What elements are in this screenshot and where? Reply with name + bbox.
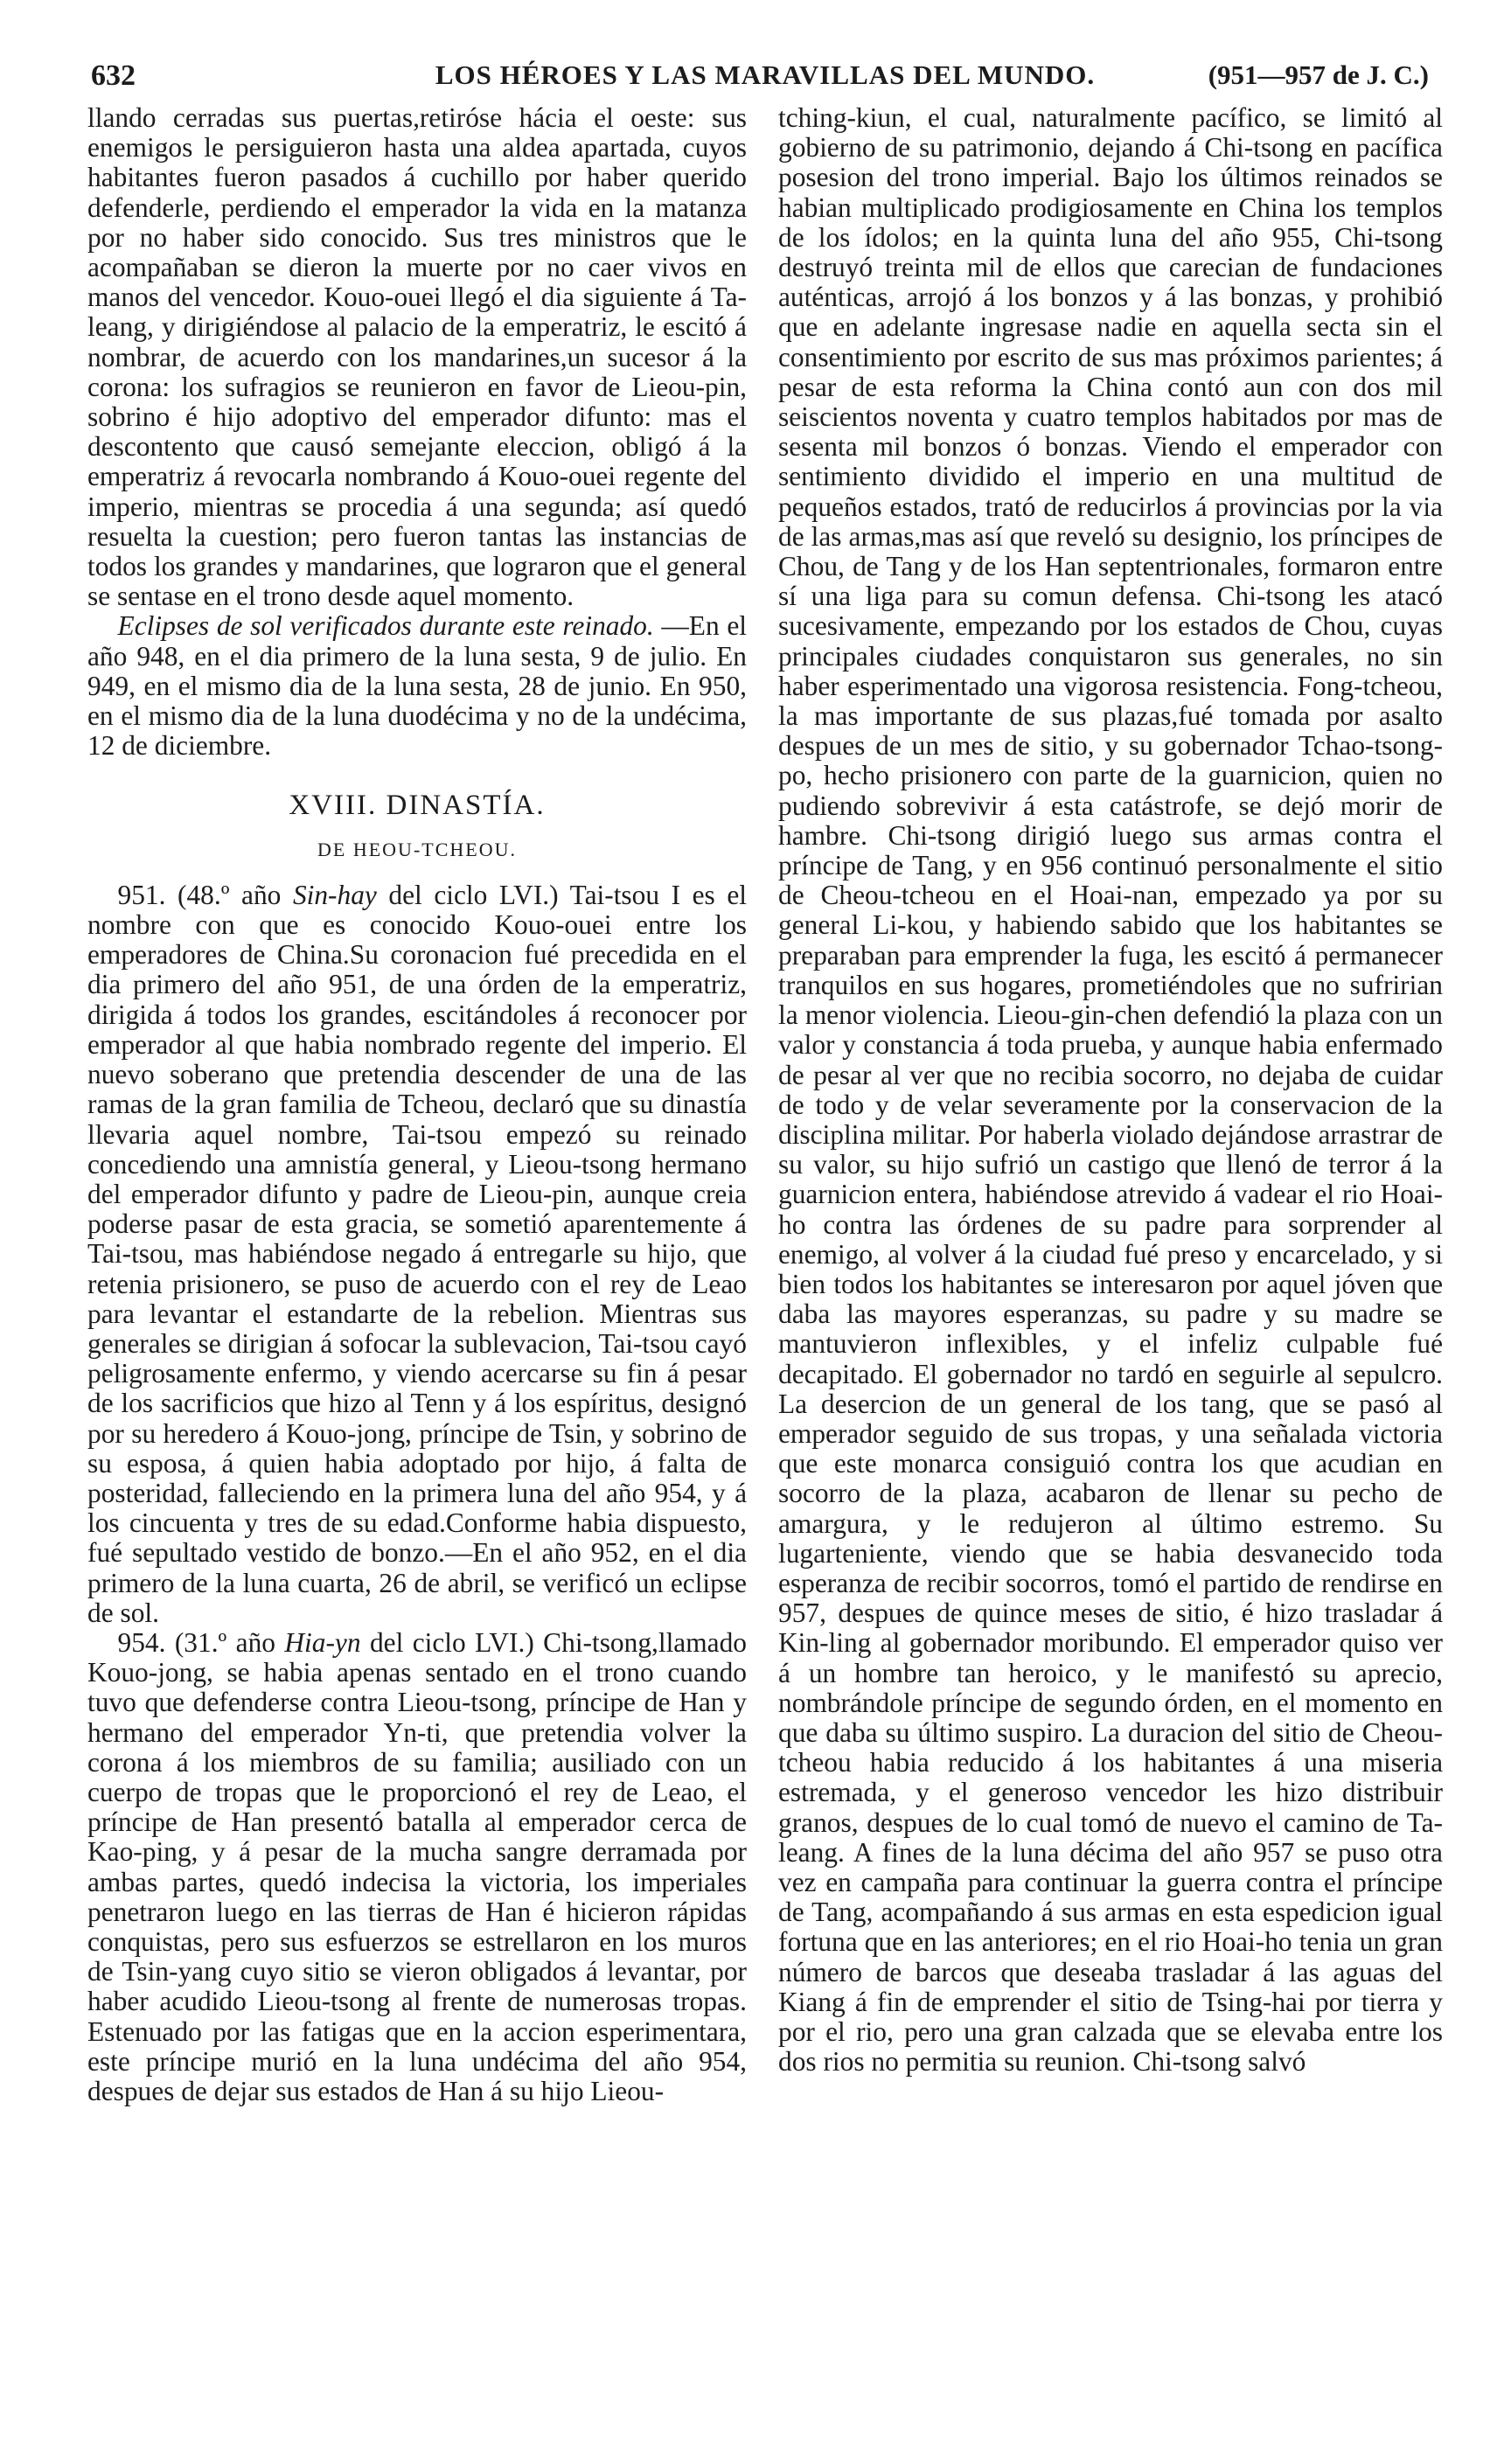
- left-column: [87, 103, 747, 2447]
- cycle-year-name: Hia-yn: [284, 1626, 361, 1658]
- entry-954-text: del ciclo LVI.) Chi-tsong,llamado Kouo-jong, se habia apenas sentado en el trono cuando tuvo que defenderse contra Lieou-tsong, príncipe de Han y hermano del emperador Yn-ti, que pretendia volver la corona á los miembros de su familia; ausiliado con un cuerpo de tropas que le proporcionó el rey de Leao, el príncipe de Han presentó batalla al emperador cerca de Kao-ping, y á pesar de la mucha sangre derramada por ambas partes, quedó indecisa la victoria, los imperiales penetraron luego en las tierras de Han é hicieron rápidas conquistas, pero sus esfuerzos se estrellaron en los muros de Tsin-yang cuyo sitio se vieron obligados á levantar, por haber acudido Lieou-tsong al frente de numerosas tropas. Estenuado por las fatigas que en la accion esperimentara, este príncipe murió en la luna undécima del año 954, despues de dejar sus estados de Han á su hijo Lieou-: [87, 1626, 747, 2106]
- running-header: [87, 59, 1443, 101]
- entry-951-lead: 951. (48.º año: [117, 879, 282, 910]
- paragraph: tching-kiun, el cual, naturalmente pacífico, se limitó al gobierno de su patrimonio, dejando á Chi-tsong en pacífica posesion del trono imperial. Bajo los últimos reinados se habian multiplicado prodigiosamente en China los templos de los ídolos; en la quinta luna del año 955, Chi-tsong destruyó treinta mil de ellos que carecian de fundaciones auténticas, arrojó á los bonzos y á las bonzas, y prohibió que en adelante ingresase nadie en aquella secta sin el consentimiento por escrito de sus mas próximos parientes; á pesar de esta reforma la China contó aun con dos mil seiscientos noventa y cuatro templos habitados por mas de sesenta mil bonzos ó bonzas. Viendo el emperador con sentimiento dividido el imperio en una multitud de pequeños estados, trató de reducirlos á provincias por la via de las armas,mas así que reveló su designio, los príncipes de Chou, de Tang y de los Han septentrionales, formaron entre sí una liga para su comun defensa. Chi-tsong les atacó sucesivamente, empezando por los estados de Chou, cuyas principales ciudades conquistaron sus generales, no sin haber esperimentado una vigorosa resistencia. Fong-tcheou, la mas importante de sus plazas,fué tomada por asalto despues de un mes de sitio, y su gobernador Tchao-tsong-po, hecho prisionero con parte de la guarnicion, quien no pudiendo sobrevivir á esta catástrofe, se dejó morir de hambre. Chi-tsong dirigió luego sus armas contra el príncipe de Tang, y en 956 continuó personalmente el sitio de Cheou-tcheou en el Hoai-nan, empezado ya por su general Li-kou, y habiendo sabido que los habitantes se preparaban para emprender la fuga, les escitó á permanecer tranquilos en sus hogares, prometiéndoles que no sufririan la menor violencia. Lieou-gin-chen defendió la plaza con un valor y constancia á toda prueba, y aunque habia enfermado de pesar al ver que no recibia socorro, no dejaba de cuidar de todo y de velar severamente por la conservacion de la disciplina militar. Por haberla violado dejándose arrastrar de su valor, su hijo sufrió un castigo que llenó de terror á la guarnicion entera, habiéndose atrevido á vadear el rio Hoai-ho contra las órdenes de su padre para sorprender al enemigo, al volver á la ciudad fué preso y encarcelado, y si bien todos los habitantes se interesaron por aquel jóven que daba las mayores esperanzas, su padre y su madre se mantuvieron inflexibles, y el infeliz culpable fué decapitado. El gobernador no tardó en seguirle al sepulcro. La desercion de un general de los tang, que se pasó al emperador seguido de sus tropas, y una señalada victoria que este monarca consiguió contra los que acudian en socorro de la plaza, acabaron de llenar su pecho de amargura, y le redujeron al último estremo. Su lugarteniente, viendo que se habia desvanecido toda esperanza de recibir socorros, tomó el partido de rendirse en 957, despues de quince meses de sitio, é hizo trasladar á Kin-ling al gobernador moribundo. El emperador quiso ver á un hombre tan heroico, y le manifestó su aprecio, nombrándole príncipe de segundo órden, en el momento en que daba su último suspiro. La duracion del sitio de Cheou-tcheou habia reducido á los habitantes á una miseria estremada, y el generoso vencedor les hizo distribuir granos, despues de lo cual tomó de nuevo el camino de Ta-leang. A fines de la luna décima del año 957 se puso otra vez en campaña para continuar la guerra contra el príncipe de Tang, acompañando á sus armas en esta espedicion igual fortuna que en las anteriores; en el rio Hoai-ho tenia un gran número de barcos que deseaba trasladar á las aguas del Kiang á fin de emprender el sitio de Tsing-hai por tierra y por el rio, pero una gran calzada que se elevaba entre los dos rios no permitia su reunion. Chi-tsong salvó: [778, 103, 1443, 2078]
- cycle-year-name: Sin-hay: [292, 879, 377, 910]
- date-range: (951—957 de J. C.): [1208, 59, 1429, 90]
- section-title: XVIII. DINASTÍA.: [289, 790, 546, 822]
- entry-954: [87, 1628, 747, 2106]
- section-subtitle: DE HEOU-TCHEOU.: [317, 838, 517, 860]
- page-number: 632: [91, 59, 136, 92]
- entry-951: [87, 880, 747, 1628]
- eclipse-text: —En el año 948, en el dia primero de la luna sesta, 9 de julio. En 949, en el mismo dia de la luna sesta, 28 de junio. En 950, en el mismo dia de la luna duodécima y no de la undécima, 12 de diciembre.: [87, 610, 747, 762]
- eclipse-heading: Eclipses de sol verificados durante este reinado.: [117, 610, 654, 642]
- paragraph: llando cerradas sus puertas,retiróse hácia el oeste: sus enemigos le persiguieron hasta una aldea apartada, cuyos habitantes fueron pasados á cuchillo por haber querido defenderle, perdiendo el emperador la vida en la matanza por no haber sido conocido. Sus tres ministros que le acompañaban se dieron la muerte por no caer vivos en manos del vencedor. Kouo-ouei llegó el dia siguiente á Ta-leang, y dirigiéndose al palacio de la emperatriz, le escitó á nombrar, de acuerdo con los mandarines,un sucesor á la corona: los sufragios se reunieron en favor de Lieou-pin, sobrino é hijo adoptivo del emperador difunto: mas el descontento que causó semejante eleccion, obligó á la emperatriz á revocarla nombrando á Kouo-ouei regente del imperio, mientras se procedia á una segunda; así quedó resuelta la cuestion; pero fueron tantas las instancias de todos los grandes y mandarines, que lograron que el general se sentase en el trono desde aquel momento.: [87, 103, 747, 612]
- entry-954-lead: 954. (31.º año: [117, 1626, 275, 1658]
- running-title: LOS HÉROES Y LAS MARAVILLAS DEL MUNDO.: [435, 59, 1096, 90]
- eclipse-paragraph: [87, 611, 747, 761]
- right-column: [778, 103, 1443, 2447]
- entry-951-text: del ciclo LVI.) Tai-tsou I es el nombre con que es conocido Kouo-ouei entre los emperadores de China.Su coronacion fué precedida en el dia primero del año 951, de una órden de la emperatriz, dirigida á todos los grandes, escitándoles á reconocer por emperador al que habia nombrado regente del imperio. El nuevo soberano que pretendia descender de una de las ramas de la gran familia de Tcheou, declaró que su dinastía llevaria aquel nombre, Tai-tsou empezó su reinado concediendo una amnistía general, y Lieou-tsong hermano del emperador difunto y padre de Lieou-pin, aunque creia poderse pasar de esta gracia, se sometió aparentemente á Tai-tsou, mas habiéndose negado á entregarle su hijo, que retenia prisionero, se puso de acuerdo con el rey de Leao para levantar el estandarte de la rebelion. Mientras sus generales se dirigian á sofocar la sublevacion, Tai-tsou cayó peligrosamente enfermo, y viendo acercarse su fin á pesar de los sacrificios que hizo al Tenn y á los espíritus, designó por su heredero á Kouo-jong, príncipe de Tsin, y sobrino de su esposa, á quien habia adoptado por hijo, á falta de posteridad, falleciendo en la primera luna del año 954, y á los cincuenta y tres de su edad.Conforme habia dispuesto, fué sepultado vestido de bonzo.—En el año 952, en el dia primero de la luna cuarta, 26 de abril, se verificó un eclipse de sol.: [87, 879, 747, 1628]
